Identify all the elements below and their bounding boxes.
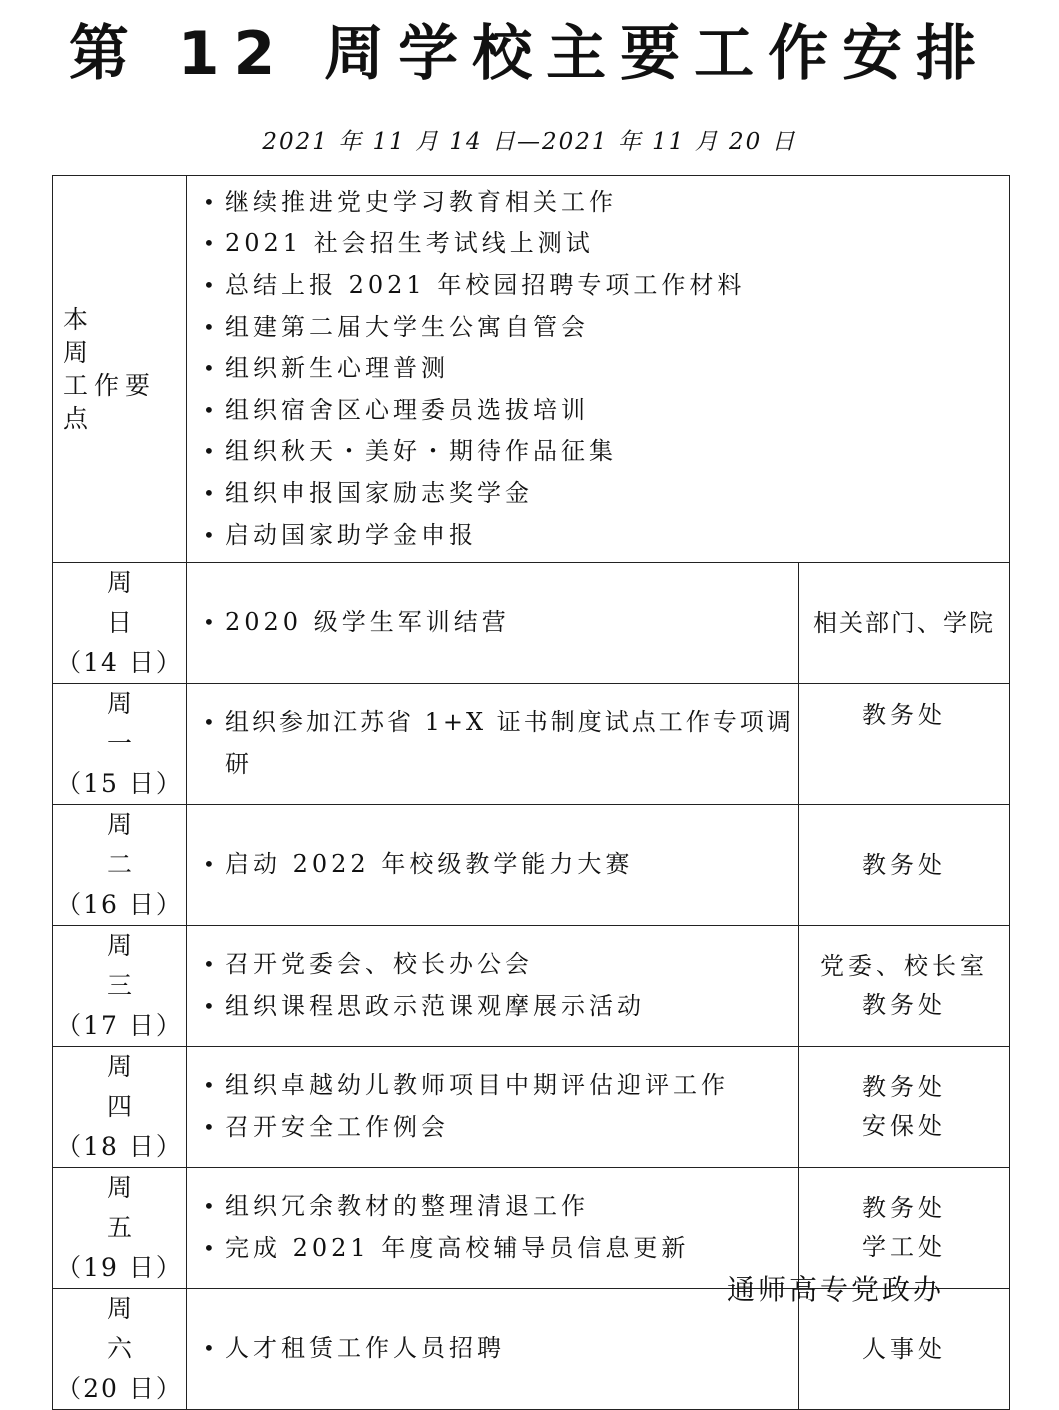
dept-name: 教务处	[862, 1194, 946, 1222]
dept-cell	[799, 563, 1010, 684]
task-item: • 召开党委会、校长办公会	[203, 944, 798, 986]
day-date: （20 日）	[56, 1374, 183, 1403]
key-points-label-line1: 本周	[63, 305, 151, 367]
key-point-item: • 组织申报国家励志奖学金	[203, 473, 1009, 515]
day-name: 周二	[106, 810, 162, 879]
day-tasks	[187, 1289, 799, 1410]
key-point-item: • 继续推进党史学习教育相关工作	[203, 182, 1009, 224]
task-list	[187, 1059, 798, 1154]
task-list	[187, 1322, 798, 1376]
day-row-sunday	[53, 563, 1010, 684]
day-cell	[53, 563, 187, 684]
dept-name: 教务处	[862, 850, 946, 879]
day-name: 周日	[106, 568, 162, 637]
task-item: • 启动 2022 年校级教学能力大赛	[203, 844, 798, 886]
day-date: （19 日）	[56, 1253, 183, 1282]
key-point-item: • 组织宿舍区心理委员选拔培训	[203, 390, 1009, 432]
day-tasks	[187, 684, 799, 805]
day-row-monday	[53, 684, 1010, 805]
key-point-item: • 总结上报 2021 年校园招聘专项工作材料	[203, 265, 1009, 307]
dept-name: 学工处	[862, 1233, 946, 1261]
day-tasks	[187, 926, 799, 1047]
task-list	[187, 938, 798, 1033]
task-list	[187, 838, 798, 892]
day-name: 周五	[106, 1173, 162, 1242]
day-row-tuesday	[53, 805, 1010, 926]
day-row-thursday	[53, 1047, 1010, 1168]
key-point-item: • 组建第二届大学生公寓自管会	[203, 307, 1009, 349]
dept-name: 教务处	[862, 701, 946, 729]
task-list	[187, 696, 798, 791]
task-item: • 组织冗余教材的整理清退工作	[203, 1186, 798, 1228]
day-cell	[53, 805, 187, 926]
day-cell	[53, 1289, 187, 1410]
day-date: （17 日）	[56, 1011, 183, 1040]
task-item: • 完成 2021 年度高校辅导员信息更新	[203, 1228, 798, 1270]
day-date: （16 日）	[56, 890, 183, 919]
task-list	[187, 1180, 798, 1275]
day-cell	[53, 1047, 187, 1168]
day-name: 周六	[106, 1294, 162, 1363]
day-date: （18 日）	[56, 1132, 183, 1161]
dept-cell	[799, 926, 1010, 1047]
key-point-item: • 2021 社会招生考试线上测试	[203, 223, 1009, 265]
day-tasks	[187, 563, 799, 684]
schedule-table	[52, 175, 1010, 1410]
task-item: • 组织卓越幼儿教师项目中期评估迎评工作	[203, 1065, 798, 1107]
day-name: 周三	[106, 931, 162, 1000]
dept-name: 相关部门、学院	[813, 608, 995, 637]
day-name: 周一	[106, 689, 162, 758]
day-tasks	[187, 805, 799, 926]
date-range: 2021 年 11 月 14 日—2021 年 11 月 20 日	[262, 129, 797, 155]
key-point-item: • 启动国家助学金申报	[203, 515, 1009, 557]
day-cell	[53, 926, 187, 1047]
task-item: • 2020 级学生军训结营	[203, 602, 798, 644]
day-date: （15 日）	[56, 769, 183, 798]
dept-cell	[799, 684, 1010, 805]
dept-name: 人事处	[862, 1334, 946, 1363]
key-points-list	[187, 178, 1009, 560]
dept-name: 安保处	[862, 1112, 946, 1140]
key-points-cell	[187, 176, 1010, 563]
dept-cell	[799, 1047, 1010, 1168]
task-item: • 组织参加江苏省 1+X 证书制度试点工作专项调研	[203, 702, 798, 785]
day-cell	[53, 684, 187, 805]
day-tasks	[187, 1168, 799, 1289]
key-point-item: • 组织秋天・美好・期待作品征集	[203, 431, 1009, 473]
key-points-row	[53, 176, 1010, 563]
day-name: 周四	[106, 1052, 162, 1121]
task-list	[187, 596, 798, 650]
issuer-signature: 通师高专党政办	[727, 1273, 945, 1306]
task-item: • 人才租赁工作人员招聘	[203, 1328, 798, 1370]
day-date: （14 日）	[56, 648, 183, 677]
dept-cell	[799, 805, 1010, 926]
dept-name: 教务处	[862, 1073, 946, 1101]
task-item: • 组织课程思政示范课观摩展示活动	[203, 986, 798, 1028]
day-cell	[53, 1168, 187, 1289]
task-item: • 召开安全工作例会	[203, 1107, 798, 1149]
day-row-wednesday	[53, 926, 1010, 1047]
key-points-label-line2: 工作要点	[63, 371, 157, 433]
dept-name: 党委、校长室	[820, 952, 988, 980]
dept-name: 教务处	[862, 991, 946, 1019]
day-tasks	[187, 1047, 799, 1168]
key-point-item: • 组织新生心理普测	[203, 348, 1009, 390]
key-points-label	[53, 176, 187, 563]
page-title: 第 12 周学校主要工作安排	[68, 19, 991, 89]
